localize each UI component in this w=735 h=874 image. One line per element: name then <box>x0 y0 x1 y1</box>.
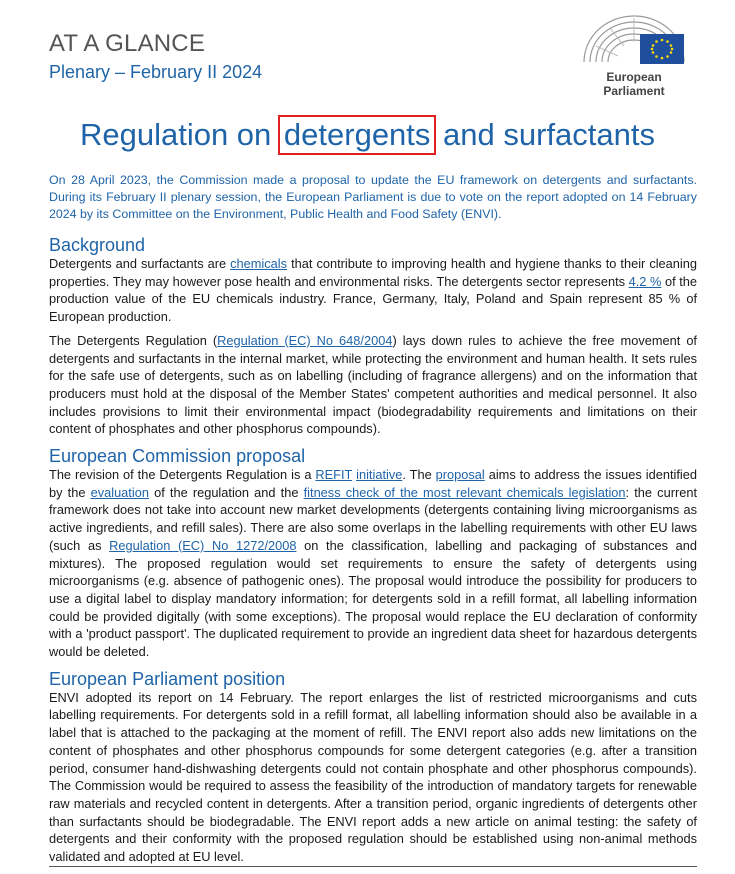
proposal-link[interactable]: proposal <box>435 467 485 483</box>
chemicals-link[interactable]: chemicals <box>230 256 288 271</box>
regulation-648-link[interactable]: Regulation (EC) No 648/2004 <box>217 332 393 348</box>
parliament-paragraph: ENVI adopted its report on 14 February. The report enlarges the list of restricted microorganisms and cuts labelling requirements. For detergents sold in a refill format, all labelling information should also be available in a label that is attached to the packaging at the moment of refill. The ENVI report also adds new limitations on the content of phosphates and other phosphorus compounds for some detergent categories (e.g. after a transition period, consumer hand-dishwashing detergents could not contain phosphate and other phosphorus compounds). The Commission would be required to assess the feasibility of the introduction of mandatory targets for renewable raw materials and recycled content in detergents. After a transition period, organic ingredients of detergents other than surfactants should be biodegradable. The ENVI report adds a new article on animal testing: the safety of detergents and their conformity with the proposed regulation should be established using non-animal methods validated and adopted at EU level. <box>49 689 697 865</box>
text-run: The revision of the Detergents Regulation is a <box>49 467 316 483</box>
background-paragraph-2 <box>49 332 697 438</box>
title-prefix: Regulation on <box>79 117 272 152</box>
parliament-hemicycle-icon <box>576 6 692 70</box>
document-body <box>49 172 697 874</box>
production-value-link[interactable]: 4.2 % <box>628 273 662 289</box>
bottom-divider <box>49 866 697 867</box>
parliament-section <box>49 669 697 866</box>
title-highlight: detergents <box>278 115 437 155</box>
page-title <box>0 115 735 155</box>
european-parliament-logo <box>576 6 692 98</box>
refit-link[interactable]: REFIT <box>315 467 353 483</box>
text-run: ) lays down rules to achieve the free movement of detergents and surfactants in the internal market, while protecting the environment and human health. It sets rules for the safe use of detergents, such as on labelling (including of fragrance allergens) and on the information that producers must hold at the disposal of the Member States' competent authorities and medical personnel. It also includes provisions to limit their environmental impact (biodegradability requirements and limitations on their content of phosphates and other phosphorus compounds). <box>49 332 697 437</box>
commission-section <box>49 446 697 661</box>
header-title: AT A GLANCE <box>49 30 206 57</box>
text-run: on the classification, labelling and packaging of substances and mixtures). The proposed regulation would set requirements to ensure the safety of detergents using microorganisms (e.g. absence of pathogenic ones). The proposal would introduce the possibility for producers to use a digital label to display mandatory information; for detergents sold in a refill format, all labelling information could be provided digitally (with some exceptions). The proposal would replace the EU declaration of conformity with a 'product passport'. The duplicated requirement to provide an ingredient data sheet for hazardous detergents would be deleted. <box>49 537 697 660</box>
evaluation-link[interactable]: evaluation <box>90 484 149 500</box>
commission-heading: European Commission proposal <box>49 446 306 467</box>
text-run: . The <box>402 467 436 483</box>
text-run: The Detergents Regulation ( <box>49 332 218 348</box>
title-suffix: and surfactants <box>443 117 656 152</box>
text-run: of the production value of the EU chemicals industry. France, Germany, Italy, Poland and Spain represent 85 % of European production. <box>49 273 698 325</box>
background-paragraph-1 <box>49 255 697 326</box>
background-section <box>49 235 697 438</box>
header-subtitle: Plenary – February II 2024 <box>49 62 263 82</box>
background-heading: Background <box>49 235 146 255</box>
text-run: Detergents and surfactants are <box>49 256 231 271</box>
text-run: aims to address the issues identified by the <box>49 467 697 500</box>
text-run: of the regulation and the <box>148 484 304 500</box>
text-run: that contribute to improving health and hygiene thanks to their cleaning properties. They may however pose health and environmental risks. The detergents sector represents <box>49 256 697 289</box>
commission-paragraph <box>49 466 697 661</box>
lead-paragraph: On 28 April 2023, the Commission made a proposal to update the EU framework on detergents and surfactants. During its February II plenary session, the European Parliament is due to vote on the report adopted on 14 February 2024 by its Committee on the Environment, Public Health and Food Safety (ENVI). <box>49 173 697 221</box>
parliament-heading: European Parliament position <box>49 668 286 689</box>
initiative-link[interactable]: initiative <box>356 467 403 483</box>
regulation-1272-link[interactable]: Regulation (EC) No 1272/2008 <box>109 537 297 553</box>
logo-text: European Parliament <box>603 70 665 98</box>
text-run: : the current framework does not take into account new market developments (detergents containing living microorganisms as active ingredients, and refill sales). There are also some overlaps in the labelling requirements with other EU laws (such as <box>49 484 698 553</box>
fitness-check-link[interactable]: fitness check of the most relevant chemicals legislation <box>303 484 626 500</box>
